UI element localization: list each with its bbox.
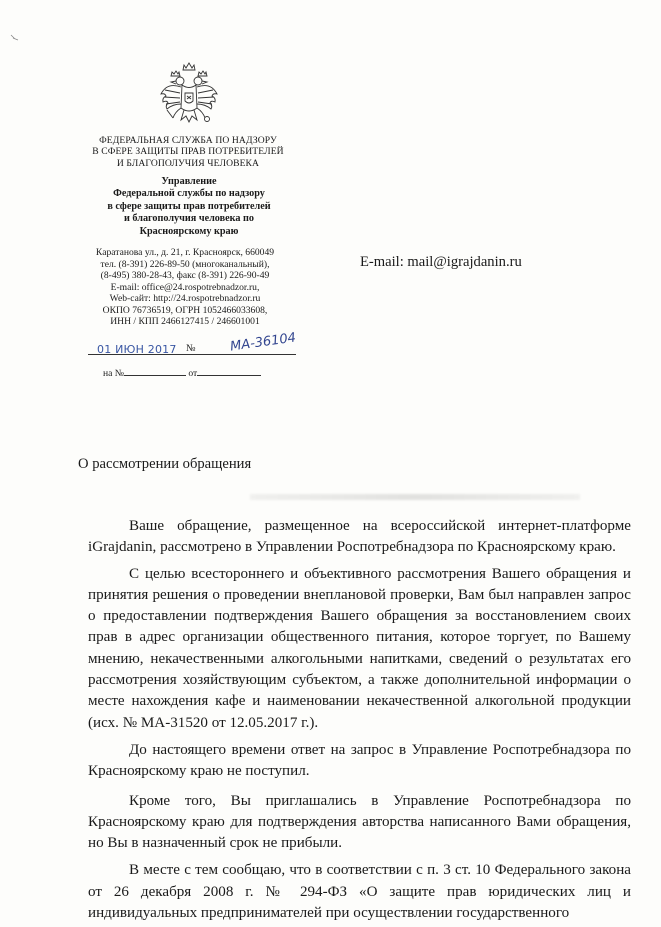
agency-line: И БЛАГОПОЛУЧИЯ ЧЕЛОВЕКА	[116, 157, 260, 169]
department-line: Красноярскому краю	[139, 225, 239, 237]
contact-line: Web-сайт: http://24.rospotrebnadzor.ru	[109, 293, 261, 304]
contact-line: (8-495) 380-28-43, факс (8-391) 226-90-49	[100, 270, 270, 281]
department-line: в сфере защиты прав потребителей	[107, 200, 271, 212]
contact-line: Каратанова ул., д. 21, г. Красноярск, 660049	[95, 247, 275, 258]
contact-block	[70, 247, 300, 328]
contact-line: ИНН / КПП 2466127415 / 246601001	[110, 316, 260, 327]
body-paragraph: В месте с тем сообщаю, что в соответствии с п. 3 ст. 10 Федерального закона от 26 декабря 2008 г. № 294-ФЗ «О защите прав юридических лиц и индивидуальных предпринимателей при осуществлении государственного	[88, 862, 631, 922]
reference-prefix: на №	[103, 368, 124, 379]
body-paragraph: Ваше обращение, размещенное на всероссийской интернет-платформе iGrajdanin, рассмотрено в Управлении Роспотребнадзора по Красноярскому краю.	[88, 518, 631, 556]
recipient-email: E-mail: mail@igrajdanin.ru	[360, 254, 522, 270]
date-stamp: 01 ИЮН 2017	[97, 343, 177, 356]
agency-line: В СФЕРЕ ЗАЩИТЫ ПРАВ ПОТРЕБИТЕЛЕЙ	[92, 146, 284, 158]
scan-mark-icon	[10, 34, 20, 42]
agency-line: ФЕДЕРАЛЬНАЯ СЛУЖБА ПО НАДЗОРУ	[99, 135, 277, 146]
russian-coat-of-arms-icon	[153, 60, 225, 132]
handwritten-registration-number: МА-36104	[229, 330, 297, 355]
letter-body	[88, 516, 631, 924]
agency-name	[88, 135, 288, 169]
registration-line	[88, 330, 348, 361]
contact-line: E-mail: office@24.rospotrebnadzor.ru,	[110, 281, 260, 293]
redacted-line	[250, 494, 580, 500]
department-line: Управление	[161, 176, 217, 187]
reference-line	[103, 368, 261, 379]
registration-underline	[88, 354, 296, 355]
body-paragraph: До настоящего времени ответ на запрос в Управление Роспотребнадзора по Красноярскому краю не поступил.	[88, 741, 631, 780]
number-sign: №	[186, 343, 196, 354]
reference-date-blank	[197, 375, 261, 376]
department-line: и благополучия человека по	[123, 213, 254, 225]
department-line: Федеральной службы по надзору	[113, 188, 265, 200]
letter-subject: О рассмотрении обращения	[78, 456, 252, 472]
contact-line: тел. (8-391) 226-89-50 (многоканальный),	[100, 258, 270, 270]
reference-from: от	[188, 368, 198, 379]
reference-number-blank	[124, 375, 186, 376]
department-name	[80, 176, 298, 238]
body-paragraph: С целью всестороннего и объективного рассмотрения Вашего обращения и принятия решения о проведении внеплановой проверки, Вам был направлен запрос о предоставлении подтверждения Вашего обращения за восстановлением своих прав в адрес организации общественного питания, которое торгует, по Вашему мнению, некачественными алкогольными напитками, сведений о результатах его рассмотрения хозяйствующим субъектом, а также дополнительной информации о месте нахождения кафе и наименовании некачественной алкогольной продукции (исх. № МА-31520 от 12.05.2017 г.).	[88, 565, 631, 731]
contact-line: ОКПО 76736519, ОГРН 1052466033608,	[102, 304, 268, 316]
body-paragraph: Кроме того, Вы приглашались в Управление Роспотребнадзора по Красноярскому краю для подтверждения авторства написанного Вами обращения, но Вы в назначенный срок не прибыли.	[88, 792, 631, 852]
